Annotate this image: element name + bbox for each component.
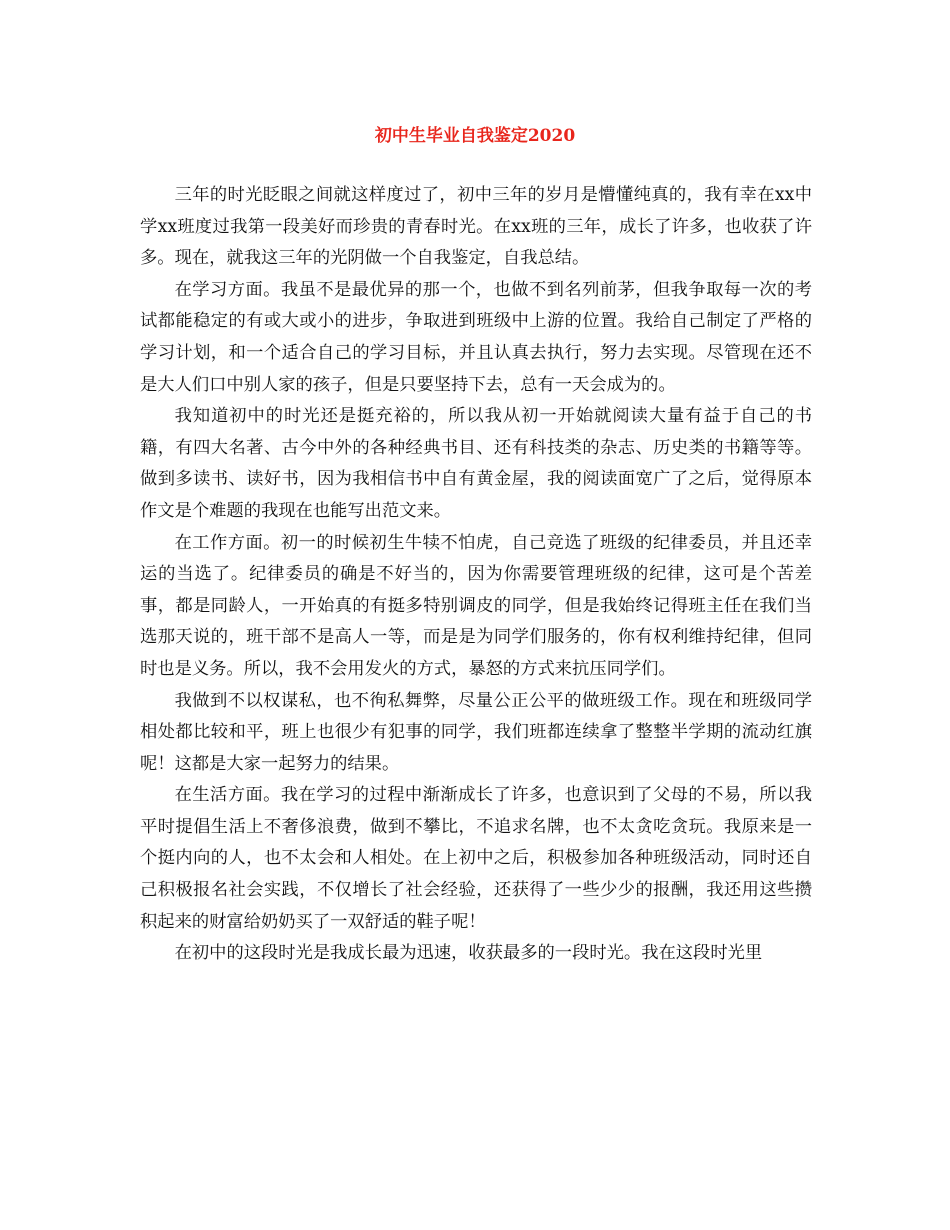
paragraph-work: 在工作方面。初一的时候初生牛犊不怕虎，自己竞选了班级的纪律委员，并且还幸运的当选了。纪律委员的确是不好当的，因为你需要管理班级的纪律，这可是个苦差事，都是同龄人，一开始真的有挺多特别调皮的同学，但是我始终记得班主任在我们当选那天说的，班干部不是高人一等，而是是为同学们服务的，你有权利维持纪律，但同时也是义务。所以，我不会用发火的方式，暴怒的方式来抗压同学们。 [140,532,812,679]
paragraph-closing: 在初中的这段时光是我成长最为迅速，收获最多的一段时光。我在这段时光里 [174,943,763,964]
document-title: 初中生毕业自我鉴定2020 [374,126,576,146]
document-body [140,180,812,970]
paragraph-fairness: 我做到不以权谋私，也不徇私舞弊，尽量公正公平的做班级工作。现在和班级同学相处都比较和平，班上也很少有犯事的同学，我们班都连续拿了整整半学期的流动红旗呢！这都是大家一起努力的结果。 [140,690,812,774]
paragraph-reading: 我知道初中的时光还是挺充裕的，所以我从初一开始就阅读大量有益于自己的书籍，有四大名著、古今中外的各种经典书目、还有科技类的杂志、历史类的书籍等等。做到多读书、读好书，因为我相信书中自有黄金屋，我的阅读面宽广了之后，觉得原本作文是个难题的我现在也能写出范文来。 [140,406,812,521]
paragraph-intro: 三年的时光眨眼之间就这样度过了，初中三年的岁月是懵懂纯真的，我有幸在xx中学xx班度过我第一段美好而珍贵的青春时光。在xx班的三年，成长了许多，也收获了许多。现在，就我这三年的光阴做一个自我鉴定，自我总结。 [140,185,812,269]
paragraph-study: 在学习方面。我虽不是最优异的那一个，也做不到名列前茅，但我争取每一次的考试都能稳定的有或大或小的进步，争取进到班级中上游的位置。我给自己制定了严格的学习计划，和一个适合自己的学习目标，并且认真去执行，努力去实现。尽管现在还不是大人们口中别人家的孩子，但是只要坚持下去，总有一天会成为的。 [140,279,812,395]
paragraph-life: 在生活方面。我在学习的过程中渐渐成长了许多，也意识到了父母的不易，所以我平时提倡生活上不奢侈浪费，做到不攀比，不追求名牌，也不太贪吃贪玩。我原来是一个挺内向的人，也不太会和人相处。在上初中之后，积极参加各种班级活动，同时还自己积极报名社会实践，不仅增长了社会经验，还获得了一些少少的报酬，我还用这些攒积起来的财富给奶奶买了一双舒适的鞋子呢！ [140,785,812,932]
